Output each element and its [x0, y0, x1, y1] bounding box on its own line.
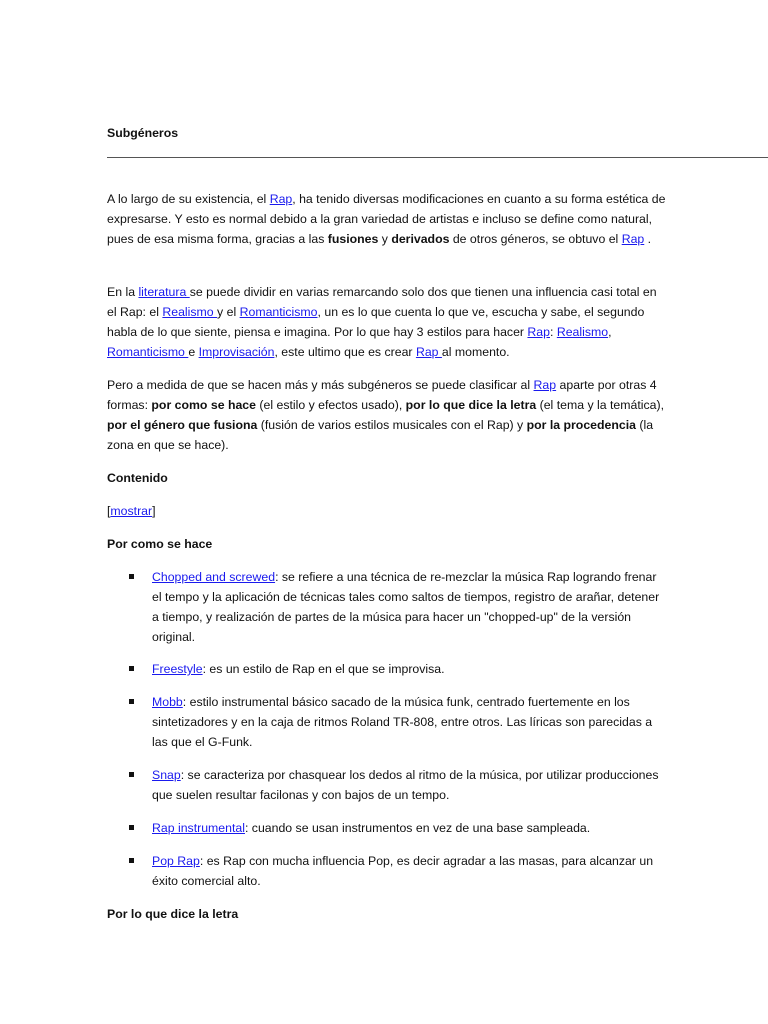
subheading-contenido: Contenido [107, 471, 168, 485]
text: (la zona en que se hace). [107, 418, 654, 452]
paragraph-literatura [107, 282, 667, 362]
text: En la [107, 285, 139, 299]
bullet-icon [129, 772, 134, 777]
link-rap[interactable]: Rap [533, 378, 557, 392]
subheading-por-como-se-hace: Por como se hace [107, 537, 213, 551]
text: (el tema y la temática), [536, 398, 664, 412]
paragraph-intro [107, 189, 667, 249]
section-title: Subgéneros [107, 126, 179, 140]
link-improvisacion[interactable]: Improvisación [198, 345, 275, 359]
list-item [107, 765, 667, 805]
bold-text: por lo que dice la letra [405, 398, 537, 412]
link-chopped-and-screwed[interactable]: Chopped and screwed [152, 570, 276, 584]
link-snap[interactable]: Snap [152, 768, 181, 782]
list-item [107, 818, 667, 838]
bold-text: por el género que fusiona [107, 418, 258, 432]
link-rap[interactable]: Rap [527, 325, 550, 339]
link-realismo[interactable]: Realismo [556, 325, 609, 339]
bold-derivados: derivados [391, 232, 450, 246]
text: , ha tenido diversas modificaciones en cuanto a su forma estética de expresarse. Y esto es normal debido a la gran variedad de artistas e incluso se define como natural, pues de esa misma forma, gracias a las [107, 192, 666, 246]
mostrar-link[interactable]: mostrar [110, 504, 153, 518]
bracket: [ [107, 504, 111, 518]
link-rap-instrumental[interactable]: Rap instrumental [152, 821, 245, 835]
list-item [107, 659, 667, 679]
bold-text: por como se hace [151, 398, 256, 412]
text: : [549, 325, 557, 339]
item-text: : es un estilo de Rap en el que se improvisa. [202, 662, 445, 676]
paragraph-clasificacion [107, 375, 667, 455]
horizontal-rule [107, 157, 768, 158]
text: . [644, 232, 652, 246]
text: , un es lo que cuenta lo que ve, escucha y sabe, el segundo habla de lo que siente, piensa e imagina. Por lo que hay 3 estilos para hacer [107, 305, 645, 339]
text: , este ultimo que es crear [274, 345, 416, 359]
bullet-icon [129, 574, 134, 579]
toc-toggle [107, 501, 667, 521]
text: A lo largo de su existencia, el [107, 192, 270, 206]
link-romanticismo[interactable]: Romanticismo [107, 345, 189, 359]
item-text: : se caracteriza por chasquear los dedos al ritmo de la música, por utilizar producciones que suelen resultar facilonas y con bajos de un tempo. [152, 768, 659, 802]
text: al momento. [441, 345, 510, 359]
bullet-icon [129, 666, 134, 671]
bold-fusiones: fusiones [327, 232, 379, 246]
bracket: ] [152, 504, 156, 518]
text: (el estilo y efectos usado), [255, 398, 406, 412]
bullet-icon [129, 825, 134, 830]
text: se puede dividir en varias remarcando solo dos que tienen una influencia casi total en el Rap: el [107, 285, 657, 319]
item-text: : estilo instrumental básico sacado de la música funk, centrado fuertemente en los sintetizadores y en la caja de ritmos Roland TR-808, entre otros. Las líricas son parecidas a las que el G-Funk. [152, 695, 653, 749]
text: de otros géneros, se obtuvo el [449, 232, 622, 246]
bullet-icon [129, 699, 134, 704]
link-rap[interactable]: Rap [621, 232, 645, 246]
link-literatura[interactable]: literatura [138, 285, 190, 299]
link-rap[interactable]: Rap [415, 345, 442, 359]
subheading-por-lo-que-dice-la-letra: Por lo que dice la letra [107, 907, 239, 921]
text: e [188, 345, 199, 359]
text: y el [217, 305, 240, 319]
text: , [608, 325, 612, 339]
item-text: : se refiere a una técnica de re-mezclar la música Rap logrando frenar el tempo y la aplicación de técnicas tales como saltos de tiempos, registro de arañar, detener a tiempo, y realización de partes de la música para hacer un "chopped-up" de la versión original. [152, 570, 660, 644]
link-rap[interactable]: Rap [269, 192, 293, 206]
item-text: : es Rap con mucha influencia Pop, es decir agradar a las masas, para alcanzar un éxito comercial alto. [152, 854, 654, 888]
link-mobb[interactable]: Mobb [152, 695, 183, 709]
text: y [378, 232, 392, 246]
list-item [107, 567, 667, 647]
list-item [107, 692, 667, 752]
list-item [107, 851, 667, 891]
bold-text: por la procedencia [526, 418, 636, 432]
bullet-icon [129, 858, 134, 863]
item-text: : cuando se usan instrumentos en vez de una base sampleada. [244, 821, 591, 835]
link-romanticismo[interactable]: Romanticismo [239, 305, 318, 319]
text: (fusión de varios estilos musicales con el Rap) y [257, 418, 527, 432]
link-freestyle[interactable]: Freestyle [152, 662, 203, 676]
link-realismo[interactable]: Realismo [162, 305, 218, 319]
text: aparte por otras 4 formas: [107, 378, 657, 412]
text: Pero a medida de que se hacen más y más subgéneros se puede clasificar al [107, 378, 534, 392]
link-pop-rap[interactable]: Pop Rap [152, 854, 200, 868]
